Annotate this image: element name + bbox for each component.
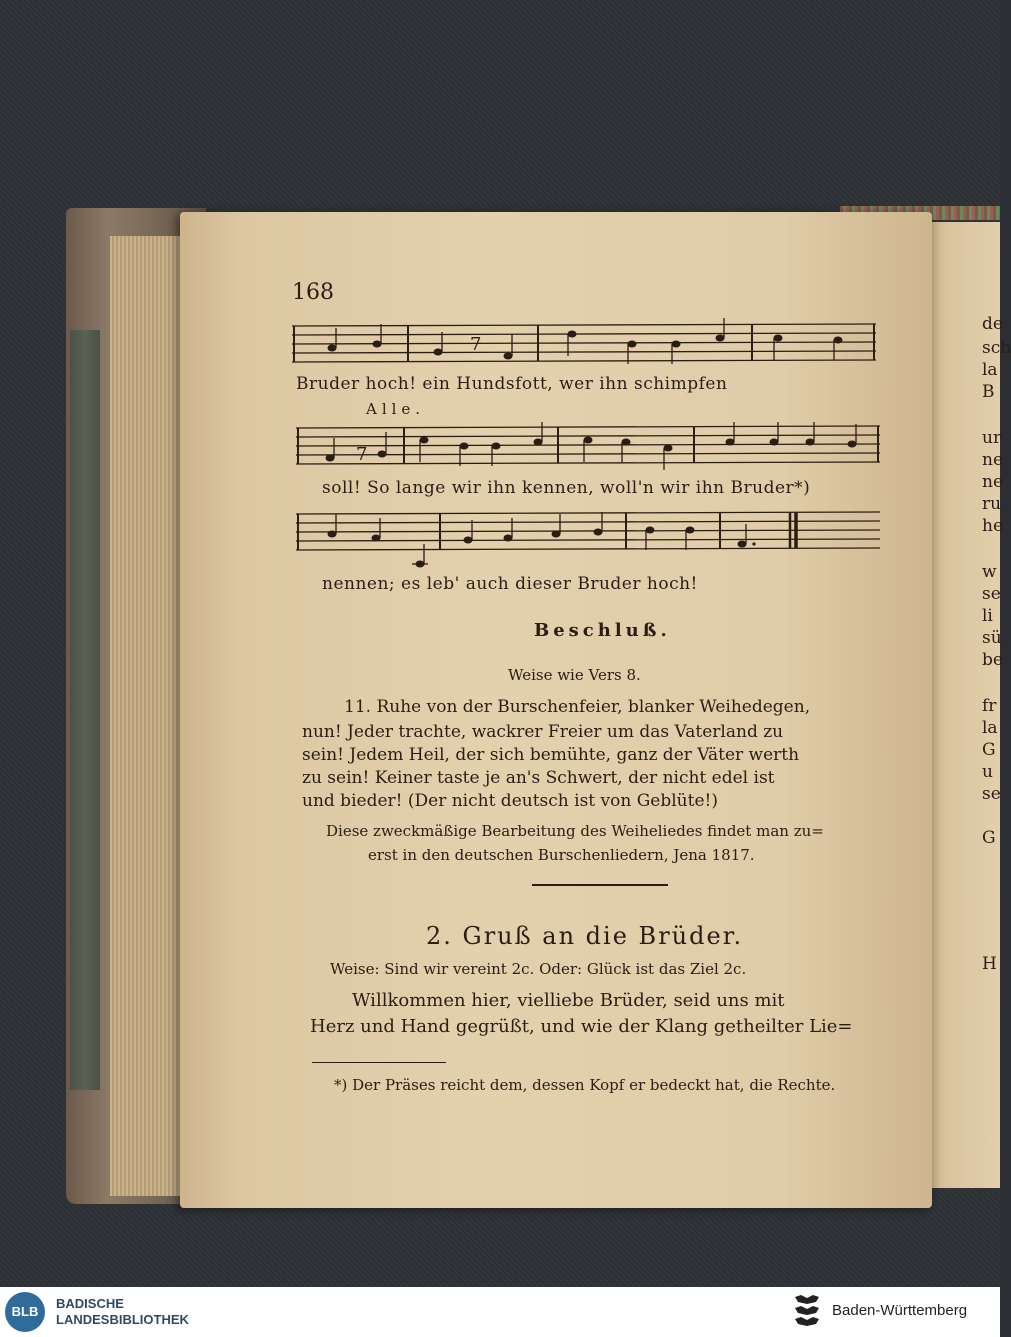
music-staff-2 [296,418,882,476]
state-coat-of-arms-icon [792,1293,822,1331]
verse-line-3: sein! Jedem Heil, der sich bemühte, ganz der Väter werth [302,745,800,765]
facing-fragment: B [982,382,995,402]
facing-fragment: ne [982,472,1004,492]
library-name-line-2: LANDESBIBLIOTHEK [56,1312,189,1327]
music-staff-1 [292,316,878,370]
melody-note: Weise wie Vers 8. [508,666,641,684]
library-name[interactable] [56,1296,189,1328]
facing-fragment: H [982,954,997,974]
facing-fragment: u [982,762,993,782]
footnote-divider [312,1062,446,1063]
facing-fragment: se [982,784,1001,804]
song-title: 2. Gruß an die Brüder. [426,922,744,950]
melody-line: Weise: Sind wir vereint 2c. Oder: Glück ist das Ziel 2c. [330,960,747,978]
state-name[interactable]: Baden-Württemberg [832,1302,968,1319]
facing-fragment: se [982,584,1001,604]
song-text-line-2: Herz und Hand gegrüßt, und wie der Klang getheilter Lie= [310,1016,853,1037]
facing-fragment: sü [982,628,1002,648]
footnote: *) Der Präses reicht dem, dessen Kopf er bedeckt hat, die Rechte. [334,1076,836,1094]
lyric-line-2: soll! So lange wir ihn kennen, woll'n wir ihn Bruder*) [322,478,811,498]
facing-fragment: w [982,562,997,582]
verse-line-1-text: Ruhe von der Burschenfeier, blanker Weihedegen, [376,697,811,717]
library-name-line-1: BADISCHE [56,1296,124,1311]
verse-line-1 [344,697,810,717]
section-heading: Beschluß. [534,620,671,641]
facing-fragment: ur [982,428,1002,448]
music-staff-3 [296,504,882,574]
source-note-line-1: Diese zweckmäßige Bearbeitung des Weiheliedes findet man zu= [326,822,824,840]
book-spine [70,330,100,1090]
facing-fragment: he [982,516,1004,536]
footer-bar [0,1287,1000,1337]
verse-line-5: und bieder! (Der nicht deutsch ist von Geblüte!) [302,791,718,811]
section-divider [532,884,668,886]
source-note-line-2: erst in den deutschen Burschenliedern, Jena 1817. [368,846,755,864]
facing-fragment: la [982,718,998,738]
facing-fragment: be [982,650,1003,670]
facing-fragment: li [982,606,993,626]
page-number: 168 [292,280,334,305]
facing-fragment: sch [982,338,1011,358]
song-text-line-1: Willkommen hier, vielliebe Brüder, seid uns mit [352,990,785,1011]
facing-fragment: G [982,828,996,848]
svg-text:7: 7 [356,444,368,465]
lyric-line-3: nennen; es leb' auch dieser Bruder hoch! [322,574,698,594]
facing-fragment: ru [982,494,1002,514]
verse-line-2: nun! Jeder trachte, wackrer Freier um das Vaterland zu [302,722,784,742]
voice-label: Alle. [366,400,426,418]
facing-fragment: ne [982,450,1004,470]
lyric-line-1: Bruder hoch! ein Hundsfott, wer ihn schimpfen [296,374,728,394]
svg-text:7: 7 [470,334,482,355]
facing-fragment: fr [982,696,997,716]
verse-line-4: zu sein! Keiner taste je an's Schwert, der nicht edel ist [302,768,775,788]
verse-number: 11. [344,697,372,717]
facing-fragment: de [982,314,1003,334]
facing-fragment: G [982,740,996,760]
facing-fragment: la [982,360,998,380]
library-logo[interactable]: BLB [5,1292,45,1332]
